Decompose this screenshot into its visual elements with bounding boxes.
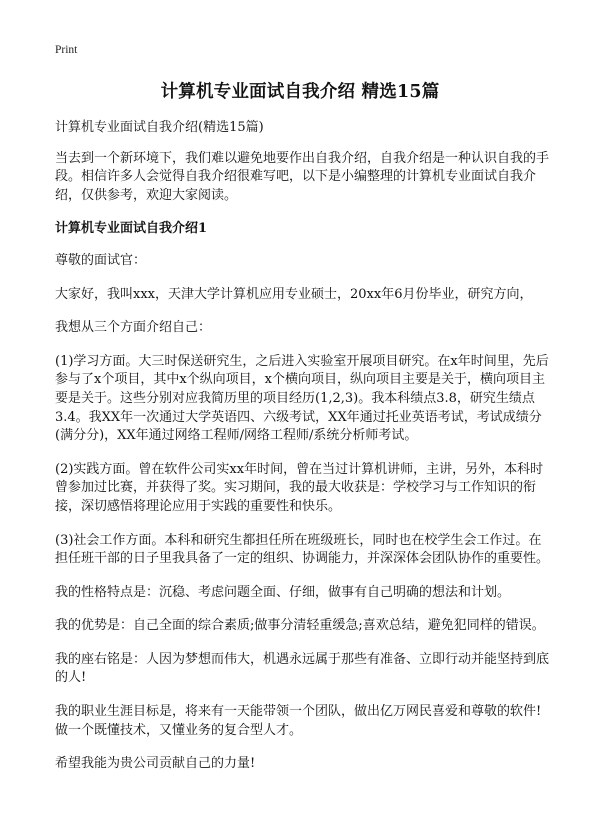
intro-paragraph: 当去到一个新环境下，我们难以避免地要作出自我介绍，自我介绍是一种认识自我的手段。相信许多人会觉得自我介绍很难写吧，以下是小编整理的计算机专业面试自我介绍，仅供参考，欢迎大家阅读。 <box>55 150 550 203</box>
paragraph-motto: 我的座右铭是：人因为梦想而伟大，机遇永远属于那些有准备、立即行动并能坚持到底的人! <box>55 651 550 686</box>
article-body <box>55 119 553 789</box>
page-title: 计算机专业面试自我介绍 精选15篇 <box>160 82 440 102</box>
paragraph-greeting: 尊敬的面试官： <box>55 252 147 268</box>
paragraph-closing: 希望我能为贵公司贡献自己的力量! <box>55 756 256 772</box>
paragraph-self-intro: 大家好，我叫xxx，天津大学计算机应用专业硕士，20xx年6月份毕业，研究方向， <box>55 286 533 302</box>
paragraph-social-work: (3)社会工作方面。本科和研究生都担任所在班级班长，同时也在校学生会工作过。在担任班干部的日子里我具备了一定的组织、协调能力，并深深体会团队协作的重要性。 <box>55 532 550 567</box>
paragraph-practice: (2)实践方面。曾在软件公司实xx年时间，曾在当过计算机讲师，主讲，另外，本科时曾参加过比赛，并获得了奖。实习期间，我的最大收获是：学校学习与工作知识的衔接，深切感悟将理论应用于实践的重要性和快乐。 <box>55 461 544 514</box>
article-subtitle: 计算机专业面试自我介绍(精选15篇) <box>55 120 264 135</box>
paragraph-career-goal: 我的职业生涯目标是，将来有一天能带领一个团队，做出亿万网民喜爱和尊敬的软件!做一个既懂技术，又懂业务的复合型人才。 <box>55 704 542 738</box>
section-heading: 计算机专业面试自我介绍1 <box>55 221 208 237</box>
paragraph-strengths: 我的优势是：自己全面的综合素质;做事分清轻重缓急;喜欢总结，避免犯同样的错误。 <box>55 618 545 634</box>
paragraph-personality: 我的性格特点是：沉稳、考虑问题全面、仔细，做事有自己明确的想法和计划。 <box>55 584 511 600</box>
paragraph-study: (1)学习方面。大三时保送研究生，之后进入实验室开展项目研究。在x年时间里，先后参与了x个项目，其中x个纵向项目，x个横向项目，纵向项目主要是关于，横向项目主要是关于。这些分别对应我简历里的项目经历(1,2,3)。我本科绩点3.8，研究生绩点3.4。我XX年一次通过大学英语四、六级考试，XX年通过托业英语考试，考试成绩分(满分分)，XX年通过网络工程师/网络工程师/系统分析师考试。 <box>55 353 549 444</box>
print-link[interactable]: Print <box>55 44 78 56</box>
paragraph-three-aspects: 我想从三个方面介绍自己： <box>55 320 212 336</box>
